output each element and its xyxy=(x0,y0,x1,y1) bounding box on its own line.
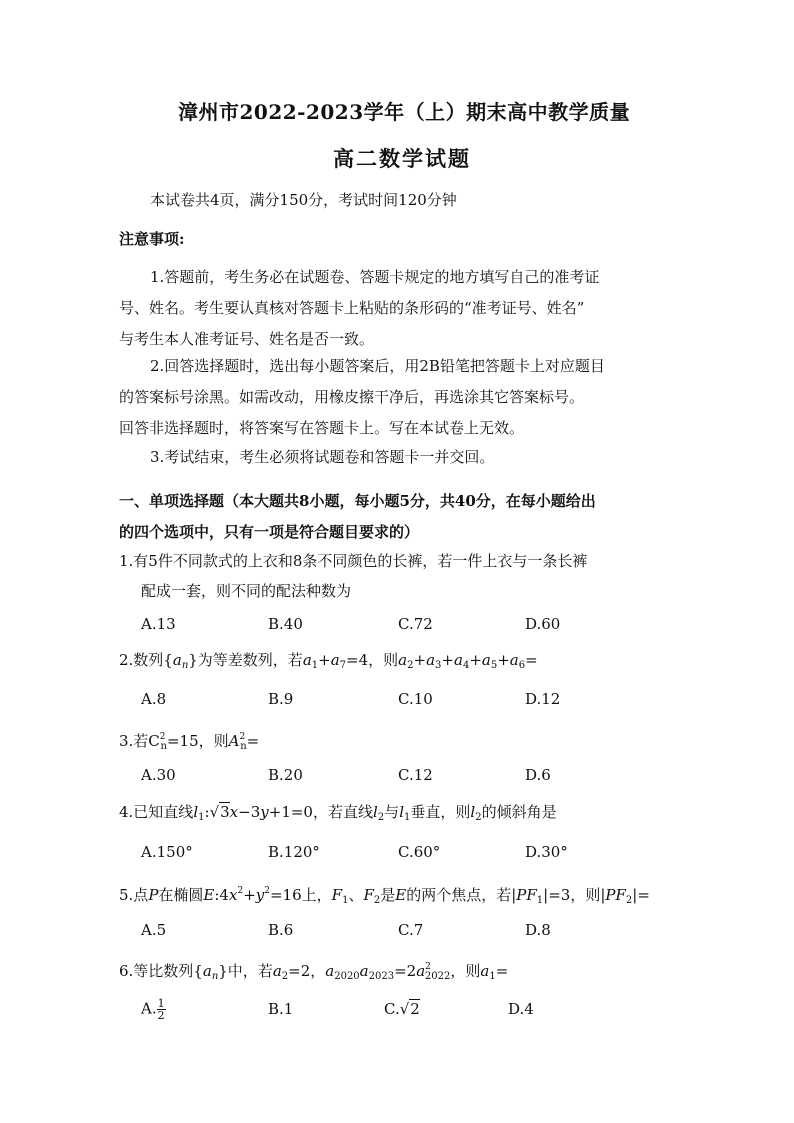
question-2-option-c: C.10 xyxy=(398,690,433,708)
exam-info: 本试卷共4页，满分150分，考试时间120分钟 xyxy=(150,191,457,209)
question-1-line-2: 配成一套，则不同的配法种数为 xyxy=(141,582,352,600)
notice-item-1-line-1: 1.答题前，考生务必在试题卷、答题卡规定的地方填写自己的准考证 xyxy=(150,268,600,286)
question-4-option-b: B.120° xyxy=(268,843,320,861)
question-6-option-c: C.√2 xyxy=(384,1000,420,1018)
question-3-option-c: C.12 xyxy=(398,766,433,784)
exam-subtitle: 高二数学试题 xyxy=(333,146,471,171)
notice-item-2-line-2: 的答案标号涂黑。如需改动，用橡皮擦干净后，再选涂其它答案标号。 xyxy=(119,388,585,406)
question-5-option-b: B.6 xyxy=(268,921,294,939)
question-5-stem: 5.点P在椭圆$E:4x^2+y^2=16$上，$F_1$、$F_2$是E的两个焦点，若$|PF_1|=3$，则$|PF_2|=$ xyxy=(119,886,650,906)
question-1-option-d: D.60 xyxy=(525,615,561,633)
exam-title: 漳州市2022-2023学年（上）期末高中教学质量 xyxy=(178,100,631,124)
question-2-option-b: B.9 xyxy=(268,690,294,708)
question-6-option-b: B.1 xyxy=(268,1000,294,1018)
notice-item-2-line-1: 2.回答选择题时，选出每小题答案后，用2B铅笔把答题卡上对应题目 xyxy=(150,357,605,375)
question-1-line-1: 1.有5件不同款式的上衣和8条不同颜色的长裤，若一件上衣与一条长裤 xyxy=(119,552,588,570)
question-4-stem: 4.已知直线$l_1:√3x-3y+1=0$，若直线$l_2$与$l_1$垂直，则$l_2$的倾斜角是 xyxy=(119,803,557,823)
notice-item-3: 3.考试结束，考生必须将试题卷和答题卡一并交回。 xyxy=(150,448,495,466)
notice-heading: 注意事项: xyxy=(119,230,185,248)
question-2-option-d: D.12 xyxy=(525,690,561,708)
question-1-option-b: B.40 xyxy=(268,615,303,633)
notice-item-1-line-2: 号、姓名。考生要认真核对答题卡上粘贴的条形码的“准考证号、姓名” xyxy=(119,299,585,317)
section-1-heading-line-2: 的四个选项中，只有一项是符合题目要求的） xyxy=(119,523,420,541)
question-5-option-a: A.5 xyxy=(141,921,167,939)
question-6-stem: 6.等比数列$\{a_n\}$中，若$a_2=2$，$a_{2020}a_{2023}=2a^2_{2022}$，则$a_1=$ xyxy=(119,962,509,982)
question-2-option-a: A.8 xyxy=(141,690,167,708)
question-6-option-d: D.4 xyxy=(508,1000,534,1018)
question-4-option-c: C.60° xyxy=(398,843,441,861)
question-3-stem: 3.若$C^2_n=15$，则$A^2_n=$ xyxy=(119,732,260,752)
question-2-stem: 2.数列$\{a_n\}$为等差数列，若$a_1+a_7=4$，则$a_2+a_3+a_4+a_5+a_6=$ xyxy=(119,651,538,671)
question-1-option-c: C.72 xyxy=(398,615,433,633)
question-3-option-a: A.30 xyxy=(141,766,176,784)
question-5-option-c: C.7 xyxy=(398,921,424,939)
section-1-heading-line-1: 一、单项选择题（本大题共8小题，每小题5分，共40分，在每小题给出 xyxy=(119,492,596,510)
notice-item-2-line-3: 回答非选择题时，将答案写在答题卡上。写在本试卷上无效。 xyxy=(119,419,525,437)
question-3-option-d: D.6 xyxy=(525,766,551,784)
question-1-option-a: A.13 xyxy=(141,615,176,633)
question-5-option-d: D.8 xyxy=(525,921,551,939)
question-6-option-a: A. $\frac{1}{2}$ xyxy=(141,997,165,1022)
question-3-option-b: B.20 xyxy=(268,766,303,784)
notice-item-1-line-3: 与考生本人准考证号、姓名是否一致。 xyxy=(119,330,375,348)
question-4-option-d: D.30° xyxy=(525,843,568,861)
question-4-option-a: A.150° xyxy=(141,843,193,861)
